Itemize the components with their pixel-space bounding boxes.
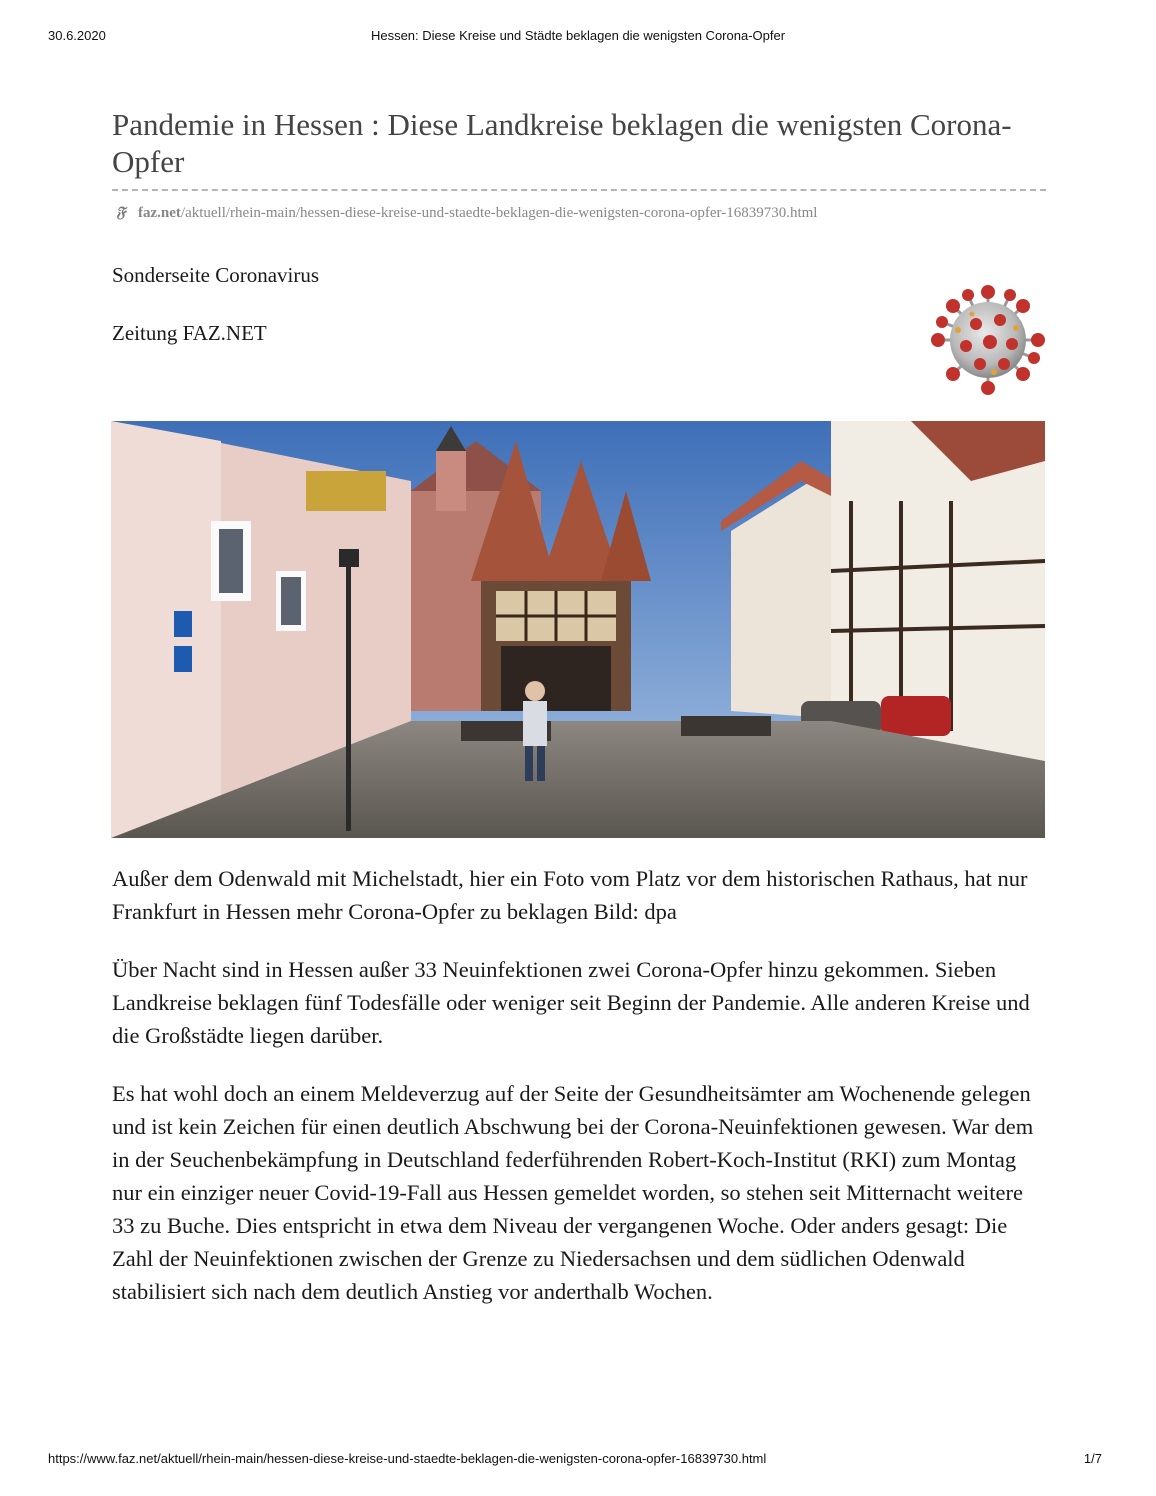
article-paragraph: Über Nacht sind in Hessen außer 33 Neuinfektionen zwei Corona-Opfer hinzu gekommen. Sieben Landkreise beklagen fünf Todesfälle oder weniger seit Beginn der Pandemie. Alle anderen Kreise und die Großstädte liegen darüber. (112, 957, 1030, 1048)
article-paragraph: Es hat wohl doch an einem Meldeverzug auf der Seite der Gesundheitsämter am Wochenende gelegen und ist kein Zeichen für einen deutlich Abschwung bei der Corona-Neuinfektionen gewesen. War dem in der Seuchenbekämpfung in Deutschland federführenden Robert-Koch-Institut (RKI) zum Montag nur ein einziger neuer Covid-19-Fall aus Hessen gemeldet worden, so stehen seit Mitternacht weitere 33 zu Buche. Dies entspricht in etwa dem Niveau der vergangenen Woche. Oder anders gesagt: Die Zahl der Neuinfektionen zwischen der Grenze zu Niedersachsen und dem südlichen Odenwald stabilisiert sich nach dem deutlich Anstieg vor anderthalb Wochen. (112, 1081, 1034, 1304)
source-link[interactable] (116, 204, 1056, 222)
coronavirus-icon (928, 284, 1048, 396)
hero-photo-michelstadt-town-hall (111, 421, 1045, 838)
source-path: /aktuell/rhein-main/hessen-diese-kreise-und-staedte-beklagen-die-wenigsten-corona-opfer-16839730.html (180, 205, 818, 221)
section-label: Sonderseite Coronavirus (112, 263, 320, 287)
page-indicator: 1/7 (1083, 1451, 1102, 1466)
title-divider (112, 189, 1046, 191)
article-title: Pandemie in Hessen : Diese Landkreise beklagen die wenigsten Corona-Opfer (112, 107, 1012, 179)
publication-label: Zeitung FAZ.NET (112, 321, 267, 345)
source-domain: faz.net (138, 205, 181, 221)
faz-logo-icon: 𝔉 (116, 205, 126, 221)
image-caption: Außer dem Odenwald mit Michelstadt, hier ein Foto vom Platz vor dem historischen Rathaus, hat nur Frankfurt in Hessen mehr Corona-Opfer zu beklagen Bild: dpa (112, 866, 1028, 924)
print-date: 30.6.2020 (48, 28, 106, 43)
print-footer (0, 1451, 1156, 1471)
print-header (0, 28, 1156, 48)
print-url: https://www.faz.net/aktuell/rhein-main/hessen-diese-kreise-und-staedte-beklagen-die-wenigsten-corona-opfer-16839730.html (48, 1451, 767, 1466)
print-page-title: Hessen: Diese Kreise und Städte beklagen die wenigsten Corona-Opfer (370, 28, 786, 43)
